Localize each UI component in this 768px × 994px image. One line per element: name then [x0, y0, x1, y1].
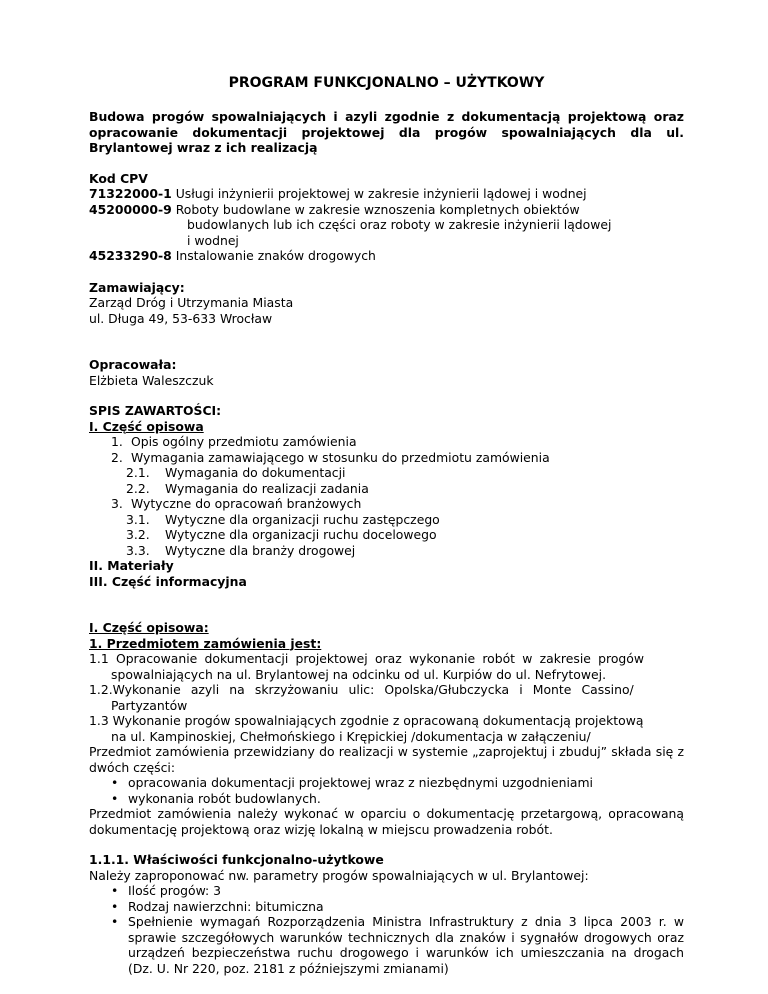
cpv-desc: Instalowanie znaków drogowych — [175, 248, 376, 263]
toc-part-3: III. Część informacyjna — [89, 573, 247, 589]
toc-part-2: II. Materiały — [89, 558, 174, 573]
cpv-code: 45233290-8 — [89, 248, 172, 263]
toc-num: 3. — [111, 496, 123, 511]
toc-num: 2. — [111, 449, 123, 465]
client-heading: Zamawiający: — [89, 279, 185, 295]
toc-num: 3.1. — [126, 511, 150, 527]
author-section — [89, 357, 684, 388]
toc-part-1: I. Część opisowa — [89, 418, 204, 434]
cpv-section — [89, 171, 684, 264]
paragraph: Przedmiot zamówienia przewidziany do realizacji w systemie „zaprojektuj i zbuduj” składa się z dwóch części: — [89, 744, 684, 775]
cpv-desc-cont: budowlanych lub ich części oraz roboty w zakresie inżynierii lądowej — [187, 217, 612, 232]
toc-item — [89, 496, 684, 512]
list-item-text: Ilość progów: 3 — [128, 883, 222, 898]
section-1-1-1 — [89, 852, 684, 976]
list-item — [89, 914, 684, 976]
section-1-heading: I. Część opisowa: — [89, 620, 209, 635]
cpv-code: 45200000-9 — [89, 201, 172, 217]
document-title: PROGRAM FUNKCJONALNO – UŻYTKOWY — [228, 75, 545, 91]
toc-text: Wytyczne dla organizacji ruchu docelowego — [165, 527, 437, 542]
author-name: Elżbieta Waleszczuk — [89, 372, 214, 388]
section-1-1-1-heading: 1.1.1. Właściwości funkcjonalno-użytkowe — [89, 852, 384, 867]
toc-item — [89, 465, 684, 481]
cpv-heading: Kod CPV — [89, 170, 148, 186]
document-subtitle: Budowa progów spowalniających i azyli zgodnie z dokumentacją projektową oraz opracowanie dokumentacji projektowej dla progów spowalniających dla ul. Brylantowej wraz z ich realizacją — [89, 109, 684, 155]
cpv-item — [89, 202, 684, 218]
author-heading: Opracowała: — [89, 357, 177, 372]
toc-heading: SPIS ZAWARTOŚCI: — [89, 403, 222, 418]
toc-item — [89, 512, 684, 528]
cpv-item — [89, 186, 684, 202]
paragraph-line: 1.1 Opracowanie dokumentacji projektowej oraz wykonanie robót w zakresie progów — [89, 651, 644, 666]
toc-item — [89, 527, 684, 543]
paragraph-line: 1.3 Wykonanie progów spowalniających zgodnie z opracowaną dokumentacją projektową — [89, 713, 644, 728]
bullet-icon: • — [111, 898, 119, 914]
table-of-contents — [89, 403, 684, 589]
paragraph: Przedmiot zamówienia należy wykonać w oparciu o dokumentację przetargową, opracowaną dokumentację projektową oraz wizję lokalną w miejscu prowadzenia robót. — [89, 806, 684, 837]
client-address: ul. Długa 49, 53-633 Wrocław — [89, 310, 273, 326]
toc-num: 3.3. — [126, 542, 150, 558]
list-item-text: opracowania dokumentacji projektowej wraz z niezbędnymi uzgodnieniami — [128, 775, 593, 790]
list-item — [89, 791, 684, 807]
document-page — [89, 72, 684, 976]
cpv-desc: Usługi inżynierii projektowej w zakresie inżynierii lądowej i wodnej — [175, 186, 587, 201]
toc-text: Opis ogólny przedmiotu zamówienia — [130, 434, 357, 449]
toc-num: 2.2. — [126, 480, 150, 496]
section-1 — [89, 620, 684, 837]
bullet-icon: • — [111, 883, 119, 898]
client-name: Zarząd Dróg i Utrzymania Miasta — [89, 295, 294, 310]
bullet-icon: • — [111, 790, 119, 806]
toc-item — [89, 434, 684, 450]
paragraph-line: 1.2.Wykonanie azyli na skrzyżowaniu ulic: Opolska/Głubczycka i Monte Cassino/ — [89, 682, 634, 697]
list-item-text: Spełnienie wymagań Rozporządzenia Ministra Infrastruktury z dnia 3 lipca 2003 r. w sprawie szczegółowych warunków technicznych dla znaków i sygnałów drogowych oraz urządzeń bezpieczeństwa ruchu drogowego i warunków ich umieszczania na drogach (Dz. U. Nr 220, poz. 2181 z późniejszymi zmianami) — [128, 914, 684, 976]
paragraph-line: spowalniających na ul. Brylantowej na odcinku od ul. Kurpiów do ul. Nefrytowej. — [111, 666, 607, 682]
cpv-desc: Roboty budowlane w zakresie wznoszenia kompletnych obiektów — [175, 201, 580, 217]
list-item — [89, 899, 684, 915]
toc-item — [89, 450, 684, 466]
bullet-icon: • — [111, 914, 119, 929]
toc-num: 1. — [111, 434, 123, 449]
toc-text: Wymagania do dokumentacji — [165, 465, 346, 480]
list-item-text: wykonania robót budowlanych. — [128, 790, 321, 806]
list-item-text: Rodzaj nawierzchni: bitumiczna — [128, 898, 324, 914]
section-1-subheading: 1. Przedmiotem zamówienia jest: — [89, 635, 322, 651]
toc-text: Wytyczne dla organizacji ruchu zastępczego — [165, 511, 440, 527]
paragraph-line: Partyzantów — [111, 697, 188, 713]
toc-item — [89, 481, 684, 497]
toc-text: Wytyczne dla branży drogowej — [165, 542, 356, 558]
toc-num: 3.2. — [126, 527, 150, 542]
toc-item — [89, 543, 684, 559]
paragraph: Należy zaproponować nw. parametry progów spowalniających w ul. Brylantowej: — [89, 867, 589, 883]
cpv-item — [89, 248, 684, 264]
list-item — [89, 775, 684, 791]
cpv-code: 71322000-1 — [89, 186, 172, 201]
toc-num: 2.1. — [126, 465, 150, 480]
paragraph-line: na ul. Kampinoskiej, Chełmońskiego i Krępickiej /dokumentacja w załączeniu/ — [111, 728, 591, 744]
client-section — [89, 280, 684, 327]
toc-text: Wymagania zamawiającego w stosunku do przedmiotu zamówienia — [130, 449, 550, 465]
toc-text: Wymagania do realizacji zadania — [165, 480, 369, 496]
list-item — [89, 883, 684, 899]
bullet-icon: • — [111, 775, 119, 790]
toc-text: Wytyczne do opracowań branżowych — [130, 496, 362, 511]
cpv-desc-cont: i wodnej — [187, 232, 239, 248]
